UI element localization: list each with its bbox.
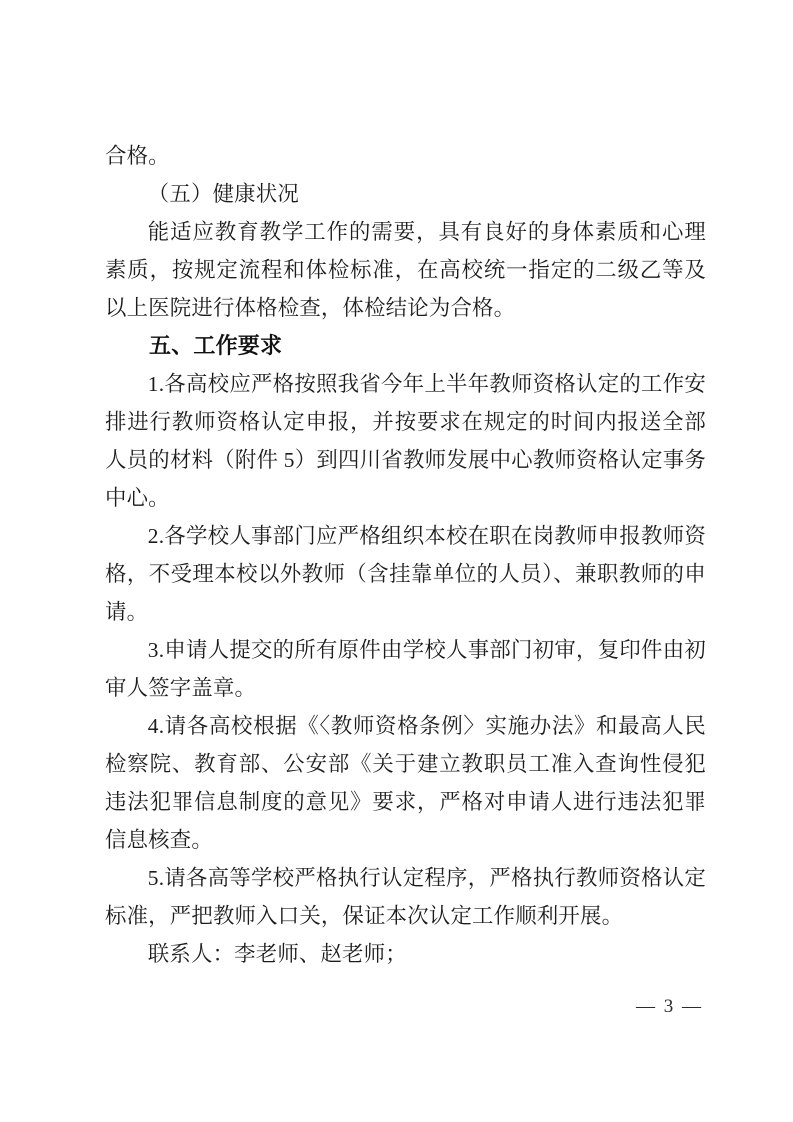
paragraph: 合格。 xyxy=(105,144,170,168)
paragraph: （五）健康状况 xyxy=(147,182,299,206)
paragraph: 3.申请人提交的所有原件由学校人事部门初审，复印件由初审人签字盖章。 xyxy=(105,638,706,700)
document-body xyxy=(105,137,706,973)
paragraph: 能适应教育教学工作的需要，具有良好的身体素质和心理素质，按规定流程和体检标准，在高校统一指定的二级乙等及以上医院进行体格检查，体检结论为合格。 xyxy=(105,220,706,320)
section-heading: 五、工作要求 xyxy=(149,333,283,358)
paragraph: 1.各高校应严格按照我省今年上半年教师资格认定的工作安排进行教师资格认定申报，并按要求在规定的时间内报送全部人员的材料（附件 5）到四川省教师发展中心教师资格认定事务中心。 xyxy=(105,372,706,510)
paragraph: 4.请各高校根据《〈教师资格条例〉实施办法》和最高人民检察院、教育部、公安部《关于建立教职员工准入查询性侵犯违法犯罪信息制度的意见》要求，严格对申请人进行违法犯罪信息核查。 xyxy=(105,714,706,852)
paragraph: 5.请各高等学校严格执行认定程序，严格执行教师资格认定标准，严把教师入口关，保证本次认定工作顺利开展。 xyxy=(105,866,706,928)
paragraph: 2.各学校人事部门应严格组织本校在职在岗教师申报教师资格，不受理本校以外教师（含挂靠单位的人员）、兼职教师的申请。 xyxy=(105,524,706,624)
paragraph: 联系人：李老师、赵老师； xyxy=(147,942,407,966)
page-number: — 3 — xyxy=(636,996,703,1017)
